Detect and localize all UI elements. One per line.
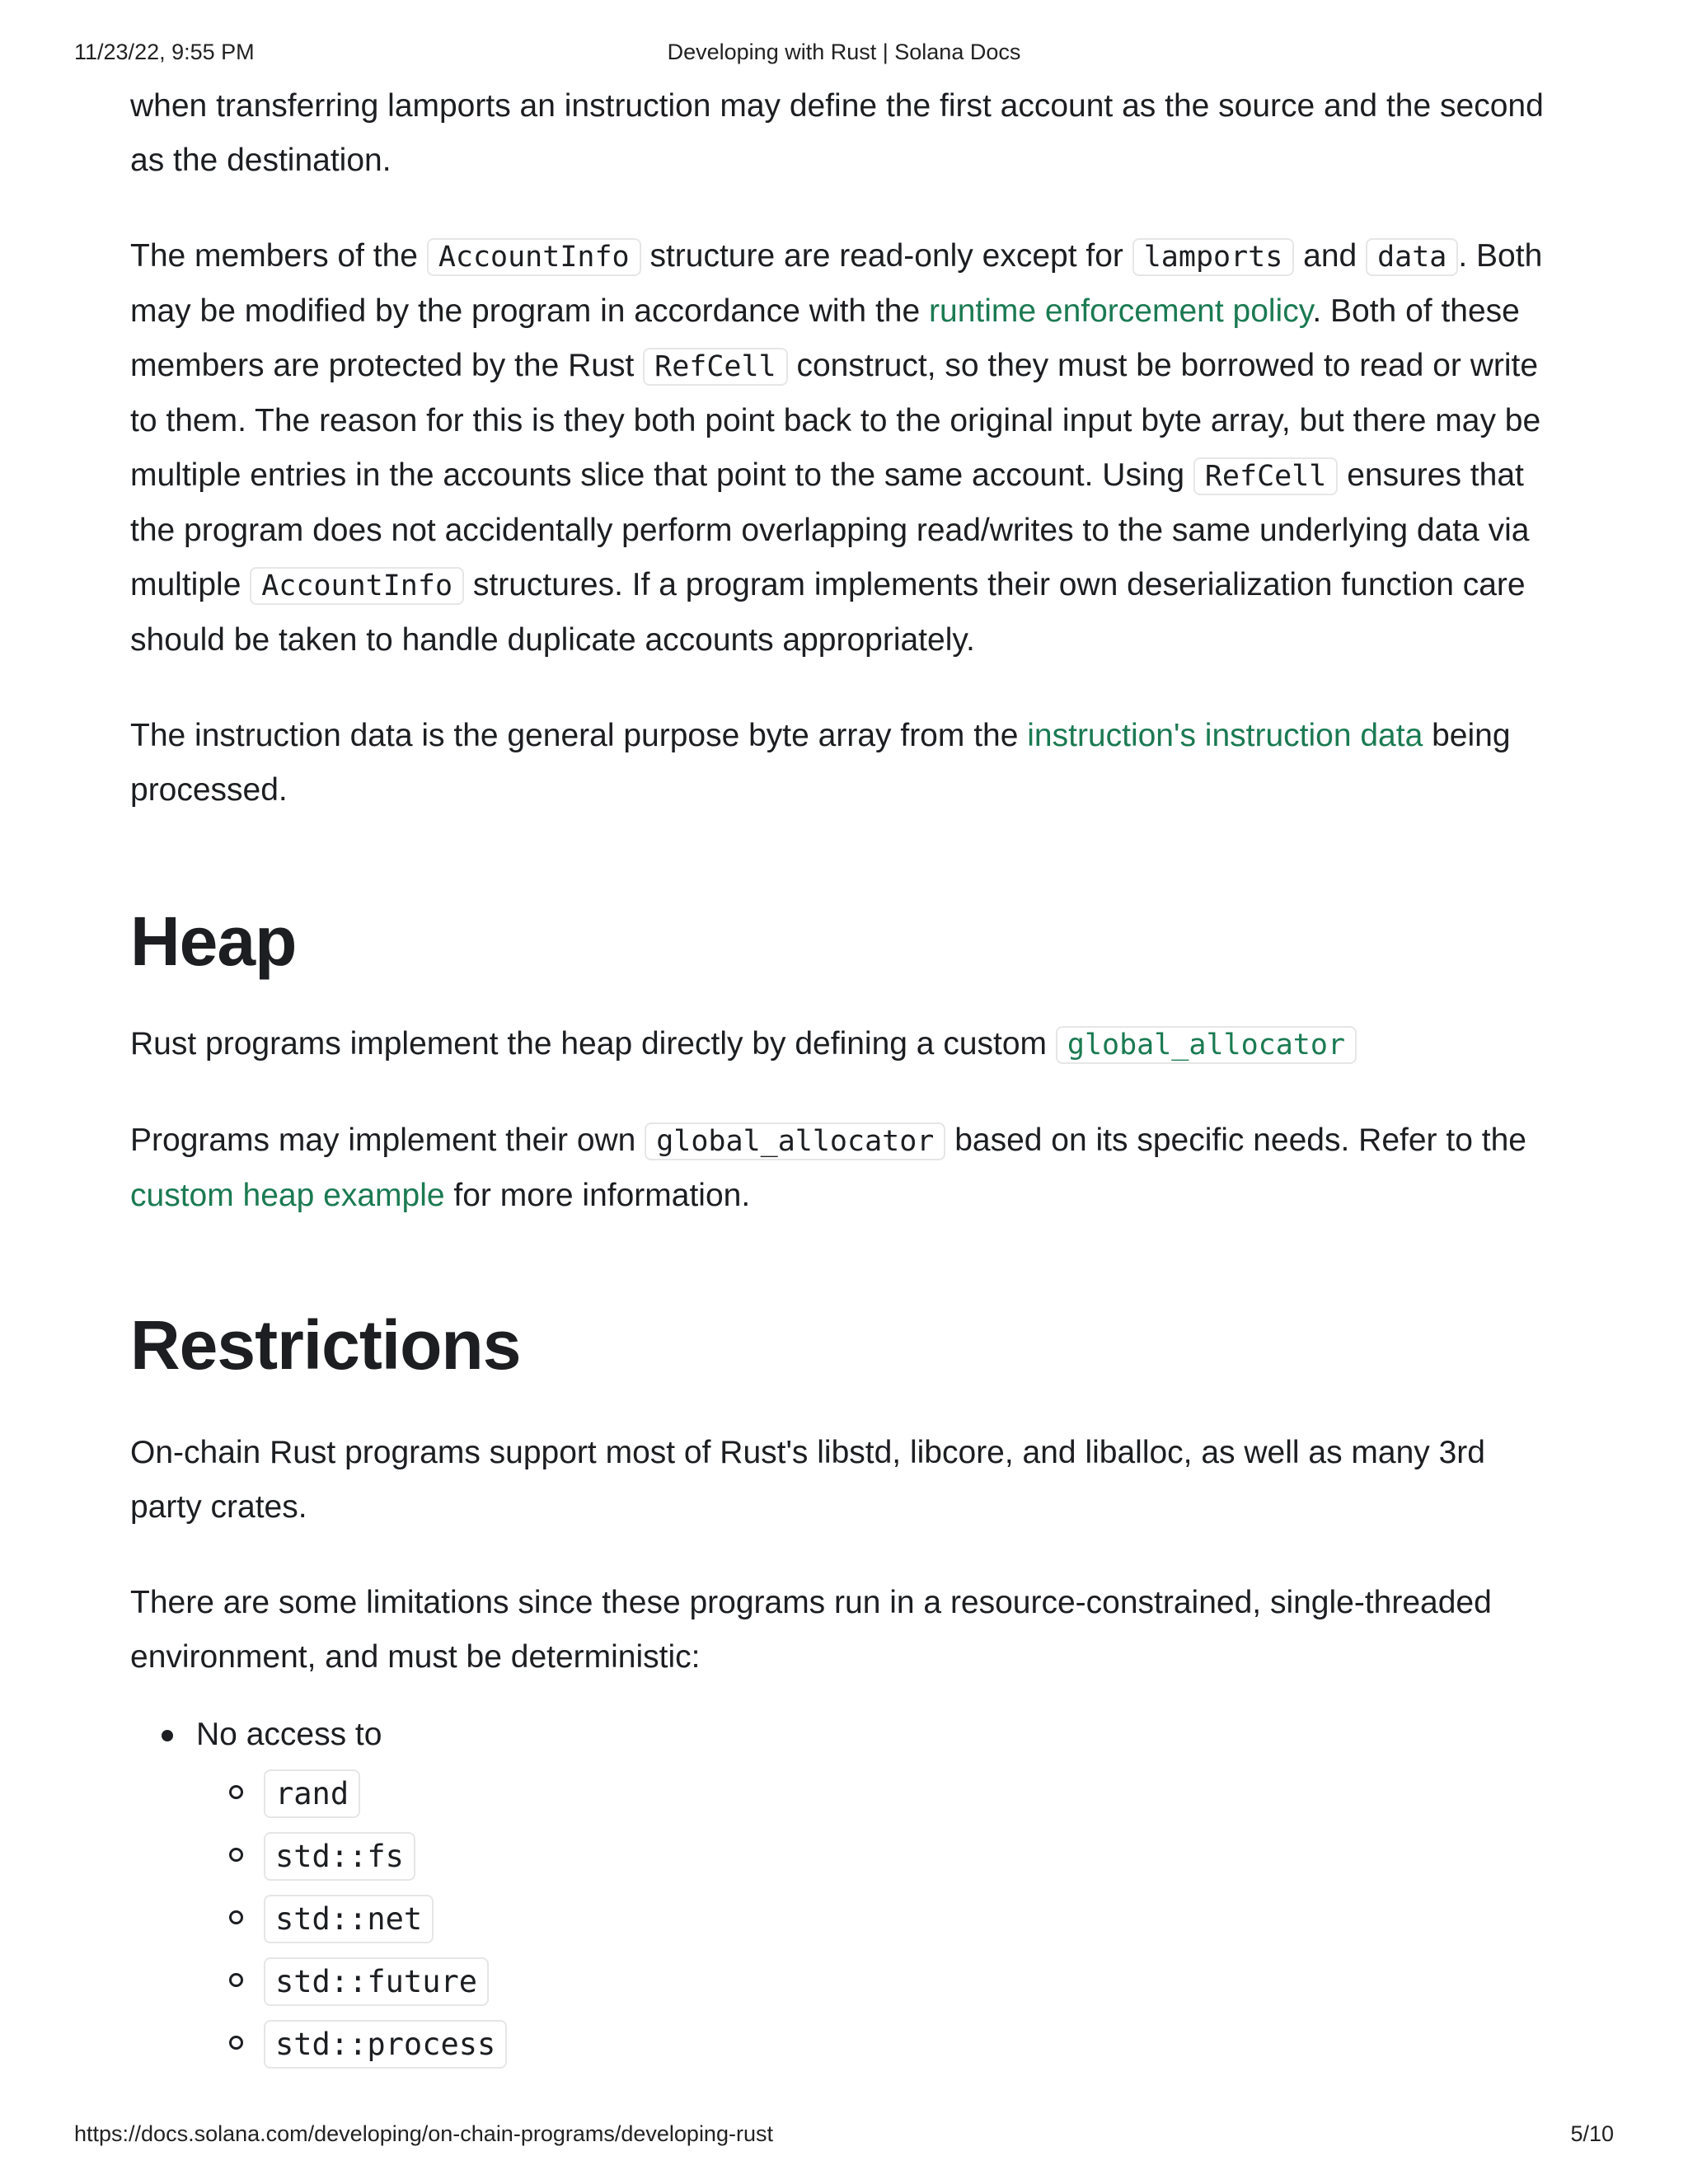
inline-code-refcell: RefCell bbox=[1193, 457, 1339, 495]
inline-code-accountinfo: AccountInfo bbox=[250, 567, 464, 605]
instruction-data-link[interactable]: instruction's instruction data bbox=[1027, 718, 1423, 753]
heap-paragraph-1: Rust programs implement the heap directly by defining a custom global_allocator bbox=[130, 1017, 1564, 1072]
sublist-item bbox=[229, 1955, 1564, 2009]
runtime-enforcement-policy-link[interactable]: runtime enforcement policy bbox=[929, 293, 1313, 329]
heap-paragraph-2: Programs may implement their own global_allocator based on its specific needs. Refer to the custom heap example for more information. bbox=[130, 1122, 1526, 1213]
print-page-title: Developing with Rust | Solana Docs bbox=[667, 40, 1021, 64]
inline-code-data: data bbox=[1366, 238, 1458, 276]
restrictions-list bbox=[130, 1708, 1564, 2072]
intro-paragraph: when transferring lamports an instruction may define the first account as the source and the second as the destination. bbox=[130, 88, 1544, 178]
sublist-item bbox=[229, 1892, 1564, 1947]
inline-code-std-process: std::process bbox=[264, 2020, 507, 2069]
print-datetime: 11/23/22, 9:55 PM bbox=[74, 40, 255, 64]
inline-code-std-net: std::net bbox=[264, 1895, 434, 1943]
inline-code-global-allocator: global_allocator bbox=[645, 1122, 945, 1160]
custom-heap-example-link[interactable]: custom heap example bbox=[130, 1178, 445, 1213]
inline-code-lamports: lamports bbox=[1132, 238, 1295, 276]
sublist-item bbox=[229, 1767, 1564, 1821]
sublist-item bbox=[229, 1830, 1564, 1884]
restrictions-paragraph-2: There are some limitations since these programs run in a resource-constrained, single-threaded environment, and must be deterministic: bbox=[130, 1585, 1492, 1675]
list-item-label: No access to bbox=[196, 1717, 382, 1752]
heap-heading: Heap bbox=[130, 902, 297, 980]
list-item bbox=[162, 1708, 1564, 2072]
global-allocator-link[interactable] bbox=[1056, 1026, 1357, 1062]
instruction-data-paragraph: The instruction data is the general purpose byte array from the instruction's instruction data being processed. bbox=[130, 718, 1511, 808]
print-footer bbox=[74, 2121, 1614, 2154]
print-page-number: 5/10 bbox=[1570, 2121, 1614, 2146]
inline-code-std-fs: std::fs bbox=[264, 1832, 415, 1881]
inline-code-std-future: std::future bbox=[264, 1957, 489, 2006]
no-access-sublist bbox=[196, 1767, 1564, 2072]
inline-code-refcell: RefCell bbox=[643, 348, 788, 386]
inline-code-accountinfo: AccountInfo bbox=[427, 238, 641, 276]
print-header bbox=[74, 40, 1614, 73]
restrictions-paragraph-1: On-chain Rust programs support most of Rust's libstd, libcore, and liballoc, as well as many 3rd party crates. bbox=[130, 1435, 1485, 1525]
restrictions-heading: Restrictions bbox=[130, 1306, 521, 1384]
doc-content bbox=[130, 79, 1564, 2080]
sublist-item bbox=[229, 2018, 1564, 2072]
account-info-paragraph: The members of the AccountInfo structure are read-only except for lamports and data . Both may be modified by the program in accordance with the runtime enforcement policy. Both of these members are protected by the Rust RefCell construct, so they must be borrowed to read or write to them. The reason for this is they both point back to the original input byte array, but there may be multiple entries in the accounts slice that point to the same account. Using RefCell ensures that the program does not accidentally perform overlapping read/writes to the same underlying data via multiple AccountInfo structures. If a program implements their own deserialization function care should be taken to handle duplicate accounts appropriately. bbox=[130, 238, 1543, 658]
print-url: https://docs.solana.com/developing/on-chain-programs/developing-rust bbox=[74, 2121, 773, 2146]
inline-code-rand: rand bbox=[264, 1769, 360, 1818]
inline-code-global-allocator[interactable]: global_allocator bbox=[1056, 1026, 1357, 1064]
